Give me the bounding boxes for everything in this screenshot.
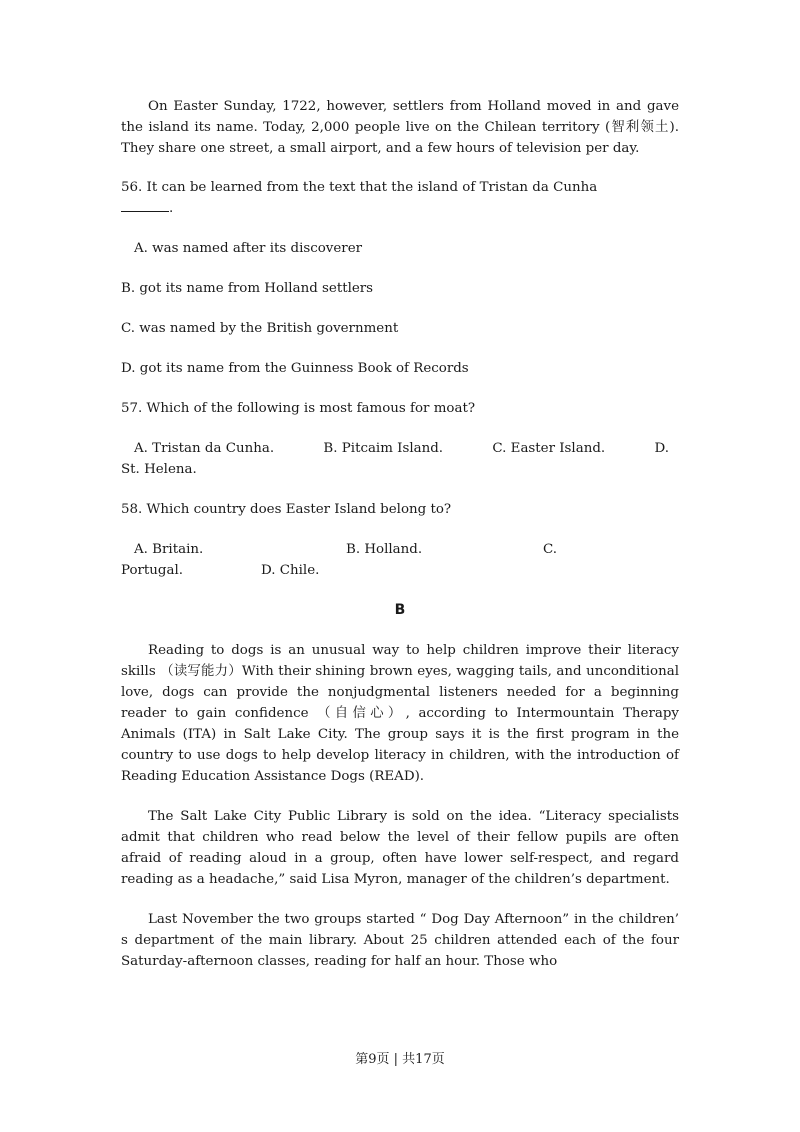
question-56-stem-end: . — [169, 201, 174, 216]
question-56-stem — [121, 177, 679, 219]
passage-a-closing-paragraph: On Easter Sunday, 1722, however, settlers from Holland moved in and gave the island its name. Today, 2,000 people live on the Chilean territory (智利领土). They share one street, a small airport, and a few hours of television per day. — [121, 99, 679, 156]
question-56-option-c: C. was named by the British government — [121, 321, 399, 336]
section-b-title: B — [394, 602, 406, 618]
question-56-option-a: A. was named after its discoverer — [134, 241, 363, 256]
question-58-option-b: B. Holland. — [346, 542, 423, 557]
question-58-options — [121, 539, 679, 581]
question-57-option-d: D. — [654, 441, 669, 456]
question-58-option-a: A. Britain. — [134, 542, 204, 557]
page-footer: 第9页 | 共17页 — [355, 1052, 445, 1067]
question-56-option-b: B. got its name from Holland settlers — [121, 281, 374, 296]
question-58-stem: 58. Which country does Easter Island belong to? — [121, 502, 452, 517]
question-56-option-d: D. got its name from the Guinness Book of Records — [121, 361, 469, 376]
question-58-option-c: C. — [543, 542, 558, 557]
section-b-paragraph-2: The Salt Lake City Public Library is sold on the idea. “Literacy specialists admit that children who read below the level of their fellow pupils are often afraid of reading aloud in a group, often have lower self-respect, and regard reading as a headache,” said Lisa Myron, manager of the children’s department. — [121, 809, 679, 887]
question-58-option-d: D. Chile. — [261, 563, 320, 578]
question-57-option-d-wrap: St. Helena. — [121, 462, 197, 477]
question-57-option-a: A. Tristan da Cunha. — [134, 441, 275, 456]
question-57-stem: 57. Which of the following is most famous for moat? — [121, 401, 476, 416]
question-58-wrap — [121, 560, 679, 581]
question-57-option-c: C. Easter Island. — [492, 441, 606, 456]
section-b-paragraph-1: Reading to dogs is an unusual way to help children improve their literacy skills （读写能力）With their shining brown eyes, wagging tails, and unconditional love, dogs can provide the nonjudgmental listeners needed for a beginning reader to gain confidence （自信心）, according to Intermountain Therapy Animals (ITA) in Salt Lake City. The group says it is the first program in the country to use dogs to help develop literacy in children, with the introduction of Reading Education Assistance Dogs (READ). — [121, 643, 679, 784]
question-58-option-c-wrap: Portugal. — [121, 563, 184, 578]
question-57-option-b: B. Pitcaim Island. — [323, 441, 444, 456]
document-page — [121, 96, 679, 972]
answer-blank — [121, 199, 169, 212]
question-56-text: 56. It can be learned from the text that the island of Tristan da Cunha — [121, 180, 598, 195]
question-57-options — [121, 438, 679, 480]
section-b-paragraph-3: Last November the two groups started “ Dog Day Afternoon” in the children’ s department of the main library. About 25 children attended each of the four Saturday-afternoon classes, reading for half an hour. Those who — [121, 912, 679, 969]
